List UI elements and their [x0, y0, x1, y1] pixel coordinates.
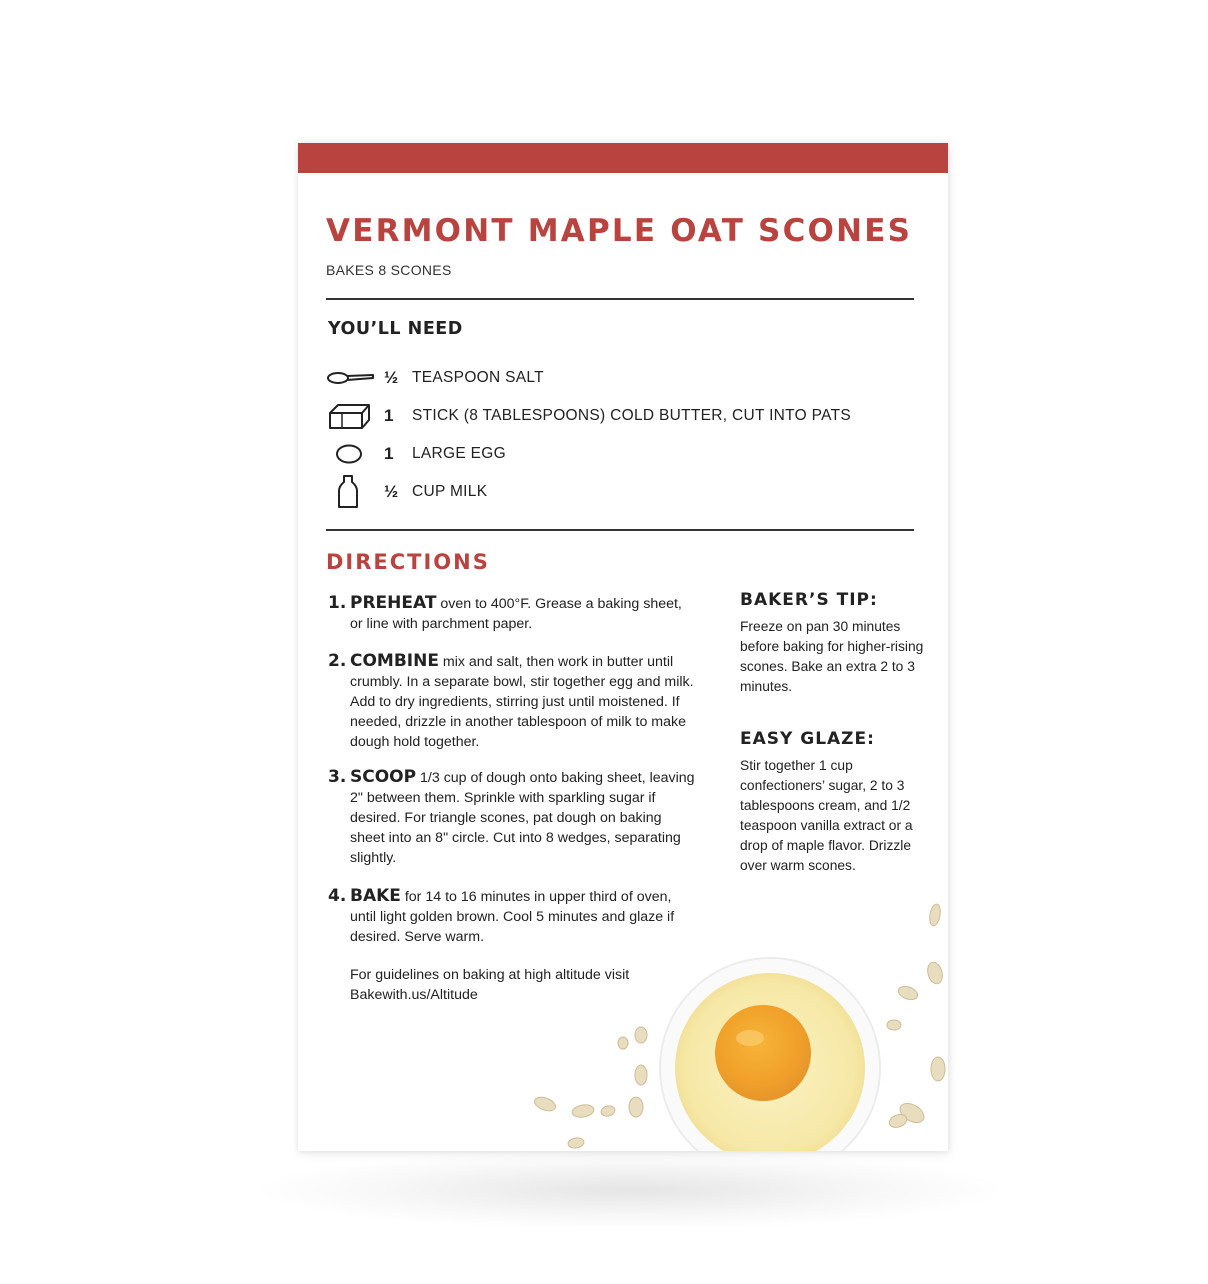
- directions-heading: DIRECTIONS: [326, 550, 490, 574]
- easy-glaze-heading: EASY GLAZE:: [740, 729, 875, 749]
- ingredient-text: LARGE EGG: [412, 445, 507, 462]
- step-number: 4.: [328, 886, 347, 906]
- step-number: 2.: [328, 651, 347, 671]
- egg-bowl-oats-photo: [498, 903, 948, 1151]
- step-keyword: SCOOP: [350, 767, 417, 787]
- ingredient-text: CUP MILK: [412, 483, 488, 500]
- ingredients-heading: YOU’LL NEED: [328, 319, 463, 339]
- step-keyword: BAKE: [350, 886, 401, 906]
- bakers-tip-text: Freeze on pan 30 minutes before baking for higher-rising scones. Bake an extra 2 to 3 minutes.: [740, 619, 924, 694]
- direction-step: [328, 767, 698, 868]
- step-number: 1.: [328, 593, 347, 613]
- bakers-tip: [740, 590, 925, 697]
- step-number: 3.: [328, 767, 347, 787]
- recipe-yield: BAKES 8 SCONES: [326, 262, 452, 278]
- ingredient-qty: 1: [384, 406, 394, 425]
- step-keyword: COMBINE: [350, 651, 439, 671]
- recipe-box-back: [298, 143, 948, 1151]
- butter-stick-icon: [326, 399, 376, 433]
- easy-glaze: [740, 729, 925, 876]
- bakers-tip-heading: BAKER’S TIP:: [740, 590, 878, 610]
- ingredient-qty: ½: [384, 368, 399, 387]
- ingredient-text: TEASPOON SALT: [412, 369, 544, 386]
- top-color-band: [298, 143, 948, 173]
- ingredient-item: [326, 361, 544, 395]
- divider: [326, 298, 914, 300]
- step-text: 1/3 cup of dough onto baking sheet, leaving 2" between them. Sprinkle with sparkling sugar if desired. For triangle scones, pat dough on baking sheet into an 8" circle. Cut into 8 wedges, separating slightly.: [350, 770, 695, 866]
- ingredient-qty: ½: [384, 482, 399, 501]
- direction-step: [328, 651, 698, 752]
- ingredient-qty: 1: [384, 444, 394, 463]
- floor-shadow: [250, 1150, 1010, 1230]
- step-text: mix and salt, then work in butter until crumbly. In a separate bowl, stir together egg and milk. Add to dry ingredients, stirring just until moistened. If needed, drizzle in another tablespoon of milk to make dough hold together.: [350, 654, 694, 750]
- egg-icon: [326, 437, 376, 471]
- ingredient-item: [326, 399, 851, 433]
- altitude-note: For guidelines on baking at high altitude visit Bakewith.us/Altitude: [350, 967, 630, 1003]
- ingredient-item: [326, 437, 506, 471]
- step-text: for 14 to 16 minutes in upper third of oven, until light golden brown. Cool 5 minutes and glaze if desired. Serve warm.: [350, 889, 675, 945]
- divider: [326, 529, 914, 531]
- recipe-title: VERMONT MAPLE OAT SCONES: [326, 213, 913, 249]
- ingredient-text: STICK (8 TABLESPOONS) COLD BUTTER, CUT INTO PATS: [412, 407, 851, 424]
- milk-bottle-icon: [326, 475, 376, 509]
- direction-step: [328, 593, 698, 634]
- ingredient-item: [326, 475, 487, 509]
- step-keyword: PREHEAT: [350, 593, 437, 613]
- easy-glaze-text: Stir together 1 cup confectioners’ sugar, 2 to 3 tablespoons cream, and 1/2 teaspoon vanilla extract or a drop of maple flavor. Drizzle over warm scones.: [740, 758, 913, 873]
- measuring-spoon-icon: [326, 361, 376, 395]
- step-text: oven to 400°F. Grease a baking sheet, or line with parchment paper.: [350, 596, 682, 632]
